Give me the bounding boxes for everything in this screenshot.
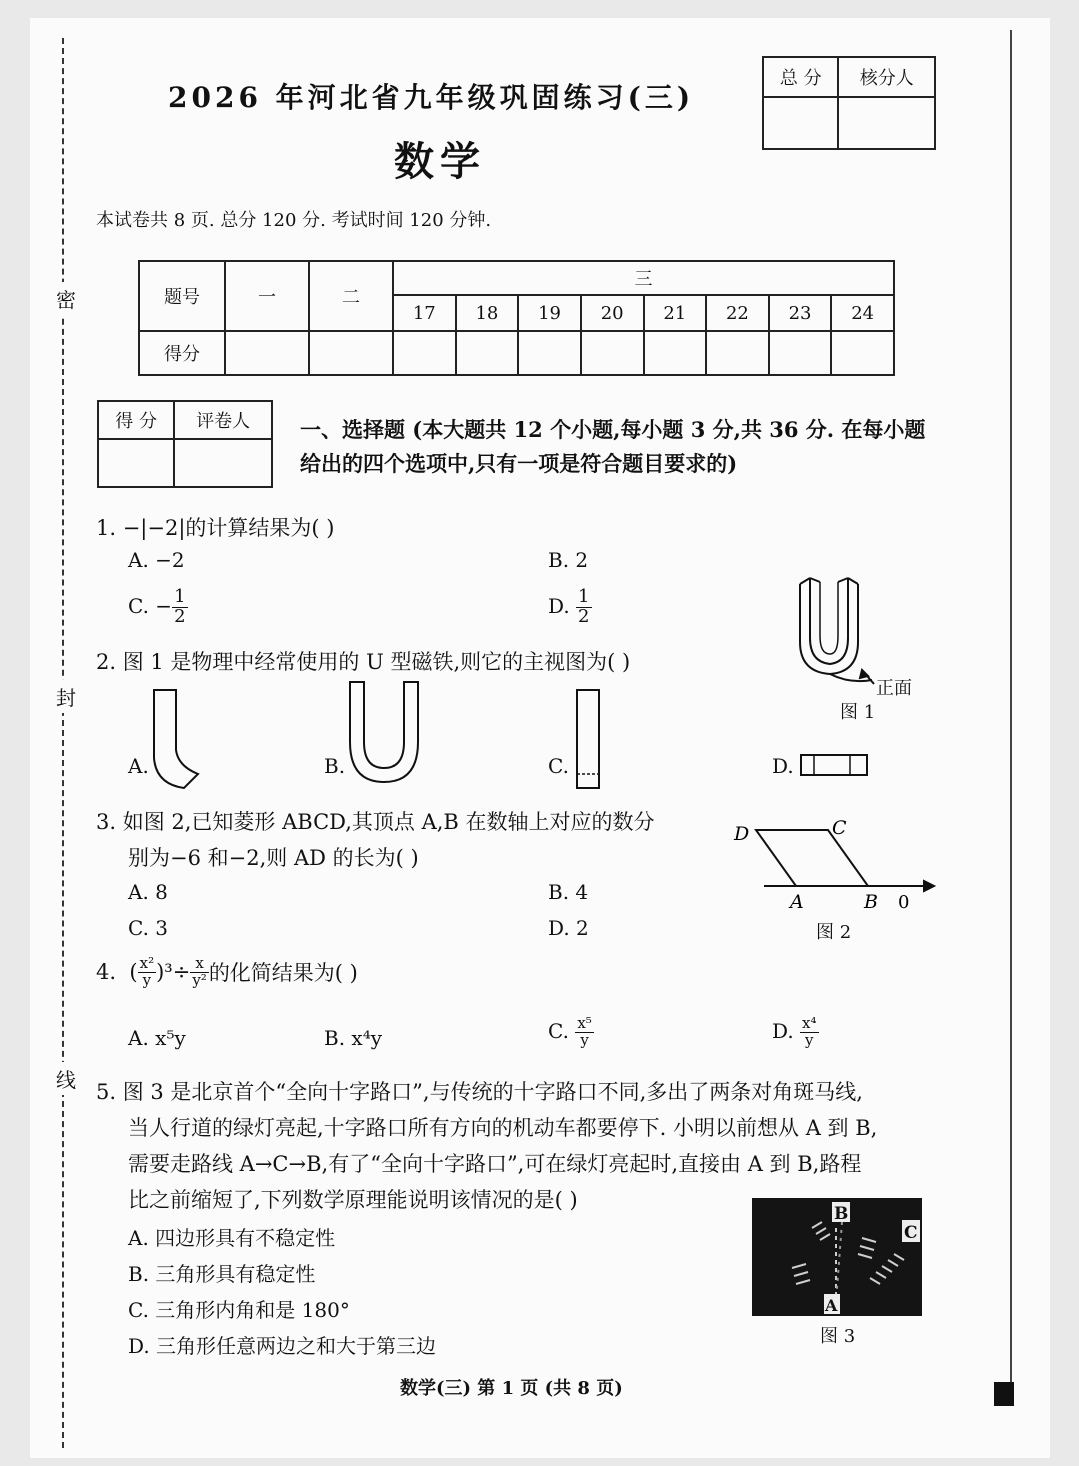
checker-label: 核分人 <box>838 57 935 97</box>
fraction-numerator: x⁴ <box>802 1014 817 1032</box>
q4-tail: 的化简结果为( ) <box>208 961 358 986</box>
fraction-denominator: y <box>805 1030 814 1049</box>
binding-char: 封 <box>56 680 76 713</box>
point-b-label: B <box>864 891 878 913</box>
total-label: 总 分 <box>763 57 838 97</box>
q4-option-d-prefix: D. <box>772 1018 794 1043</box>
fraction-denominator: 2 <box>578 605 590 627</box>
q2-option-d-figure <box>798 752 870 778</box>
grader-score-label: 得 分 <box>98 401 174 439</box>
q2-stem: 2. 图 1 是物理中经常使用的 U 型磁铁,则它的主视图为( ) <box>96 650 631 674</box>
photo-point-c: C <box>904 1223 918 1243</box>
q3-option-a[interactable]: A. 8 <box>128 880 168 904</box>
score-cell[interactable] <box>456 331 519 375</box>
q5-option-b[interactable]: B. 三角形具有稳定性 <box>128 1262 316 1286</box>
registration-mark <box>994 1382 1014 1406</box>
figure-3-caption: 图 3 <box>820 1326 856 1347</box>
page-edge-line <box>1010 30 1012 1390</box>
fraction-numerator: x⁵ <box>577 1014 592 1032</box>
operator: )³÷ <box>156 960 191 985</box>
checker-cell[interactable] <box>838 97 935 149</box>
part-three: 三 <box>393 261 894 295</box>
q2-option-d[interactable]: D. <box>772 754 794 778</box>
q4-number: 4. <box>96 960 117 985</box>
q5-option-d[interactable]: D. 三角形任意两边之和大于第三边 <box>128 1334 437 1358</box>
exam-title: 2026 年河北省九年级巩固练习(三) <box>168 81 695 114</box>
q5-line3: 需要走路线 A→C→B,有了“全向十字路口”,可在绿灯亮起时,直接由 A 到 B,路程 <box>128 1152 862 1176</box>
qnum-17: 17 <box>393 295 456 331</box>
q1-option-c-prefix: C. − <box>128 593 173 618</box>
q5-option-a[interactable]: A. 四边形具有不稳定性 <box>128 1226 336 1250</box>
q1-stem: 1. −|−2|的计算结果为( ) <box>96 516 335 540</box>
figure-2-rhombus <box>730 814 940 914</box>
q5-line4: 比之前缩短了,下列数学原理能说明该情况的是( ) <box>128 1188 578 1212</box>
fraction-denominator: y <box>580 1030 589 1049</box>
score-cell[interactable] <box>644 331 707 375</box>
score-cell[interactable] <box>393 331 456 375</box>
open-paren: ( <box>129 960 138 985</box>
q3-option-b[interactable]: B. 4 <box>548 880 589 904</box>
score-cell[interactable] <box>581 331 644 375</box>
section-heading-line1: 一、选择题 (本大题共 12 个小题,每小题 3 分,共 36 分. 在每小题 <box>300 417 926 442</box>
q3-stem-line1: 3. 如图 2,已知菱形 ABCD,其顶点 A,B 在数轴上对应的数分 <box>96 810 655 834</box>
grader-box <box>97 400 273 488</box>
score-cell[interactable] <box>706 331 769 375</box>
q1-option-c[interactable] <box>128 588 188 627</box>
q4-option-d[interactable] <box>772 1016 819 1049</box>
qnum-23: 23 <box>769 295 832 331</box>
q5-option-c[interactable]: C. 三角形内角和是 180° <box>128 1298 350 1322</box>
row-label-question: 题号 <box>139 261 225 331</box>
q4-option-b[interactable]: B. x⁴y <box>324 1026 383 1050</box>
subject-title: 数学 <box>394 138 486 185</box>
grader-score-cell[interactable] <box>98 439 174 487</box>
fraction-numerator: x² <box>139 954 155 972</box>
binding-char: 线 <box>56 1062 76 1095</box>
score-table <box>138 260 895 376</box>
q5-line1: 5. 图 3 是北京首个“全向十字路口”,与传统的十字路口不同,多出了两条对角斑马线, <box>96 1080 863 1104</box>
q1-option-d[interactable] <box>548 588 592 627</box>
q2-option-b-figure <box>346 680 422 786</box>
q4-option-a[interactable]: A. x⁵y <box>128 1026 186 1050</box>
qnum-22: 22 <box>706 295 769 331</box>
photo-point-b: B <box>834 1204 849 1224</box>
q4-option-c[interactable] <box>548 1016 594 1049</box>
q4-stem <box>96 956 358 989</box>
score-cell[interactable] <box>225 331 309 375</box>
point-a-label: A <box>790 891 804 913</box>
binding-char: 密 <box>56 282 76 315</box>
figure-3-intersection-photo <box>752 1198 922 1316</box>
fraction-numerator: 1 <box>174 586 186 607</box>
part-two: 二 <box>309 261 393 331</box>
q2-option-c-figure <box>574 688 604 792</box>
total-cell[interactable] <box>763 97 838 149</box>
section-heading-line2: 给出的四个选项中,只有一项是符合题目要求的) <box>300 451 738 476</box>
score-cell[interactable] <box>518 331 581 375</box>
q4-option-c-prefix: C. <box>548 1018 569 1043</box>
photo-point-a: A <box>825 1296 838 1315</box>
qnum-21: 21 <box>644 295 707 331</box>
q3-option-c[interactable]: C. 3 <box>128 916 169 940</box>
fraction-denominator: y <box>142 970 152 989</box>
q3-option-d[interactable]: D. 2 <box>548 916 589 940</box>
point-c-label: C <box>832 817 847 839</box>
qnum-20: 20 <box>581 295 644 331</box>
q5-line2: 当人行道的绿灯亮起,十字路口所有方向的机动车都要停下. 小明以前想从 A 到 B, <box>128 1116 878 1140</box>
q3-stem-line2: 别为−6 和−2,则 AD 的长为( ) <box>128 846 419 870</box>
grader-cell[interactable] <box>174 439 272 487</box>
score-cell[interactable] <box>309 331 393 375</box>
q1-option-b[interactable]: B. 2 <box>548 548 589 572</box>
part-one: 一 <box>225 261 309 331</box>
figure-2-caption: 图 2 <box>816 922 852 943</box>
fraction-numerator: x <box>190 956 209 973</box>
qnum-18: 18 <box>456 295 519 331</box>
q1-option-d-prefix: D. <box>548 593 570 618</box>
fraction-denominator: y² <box>192 970 207 989</box>
q2-option-b[interactable]: B. <box>324 754 346 778</box>
fraction-denominator: 2 <box>174 605 186 627</box>
row-label-score: 得分 <box>139 331 225 375</box>
figure-1-front-label: 正面 <box>876 678 912 699</box>
page-footer: 数学(三) 第 1 页 (共 8 页) <box>400 1378 623 1399</box>
score-cell[interactable] <box>831 331 894 375</box>
q2-option-a[interactable]: A. <box>128 754 149 778</box>
q2-option-c[interactable]: C. <box>548 754 569 778</box>
q1-option-a[interactable]: A. −2 <box>128 548 185 572</box>
q2-option-a-figure <box>150 688 206 792</box>
exam-info: 本试卷共 8 页. 总分 120 分. 考试时间 120 分钟. <box>96 210 492 231</box>
fraction-numerator: 1 <box>578 586 590 607</box>
total-score-box <box>762 56 936 150</box>
origin-label: 0 <box>898 892 910 913</box>
qnum-19: 19 <box>518 295 581 331</box>
figure-1-caption: 图 1 <box>840 702 876 723</box>
binding-line <box>62 38 64 1448</box>
score-cell[interactable] <box>769 331 832 375</box>
qnum-24: 24 <box>831 295 894 331</box>
point-d-label: D <box>734 823 750 845</box>
grader-label: 评卷人 <box>174 401 272 439</box>
